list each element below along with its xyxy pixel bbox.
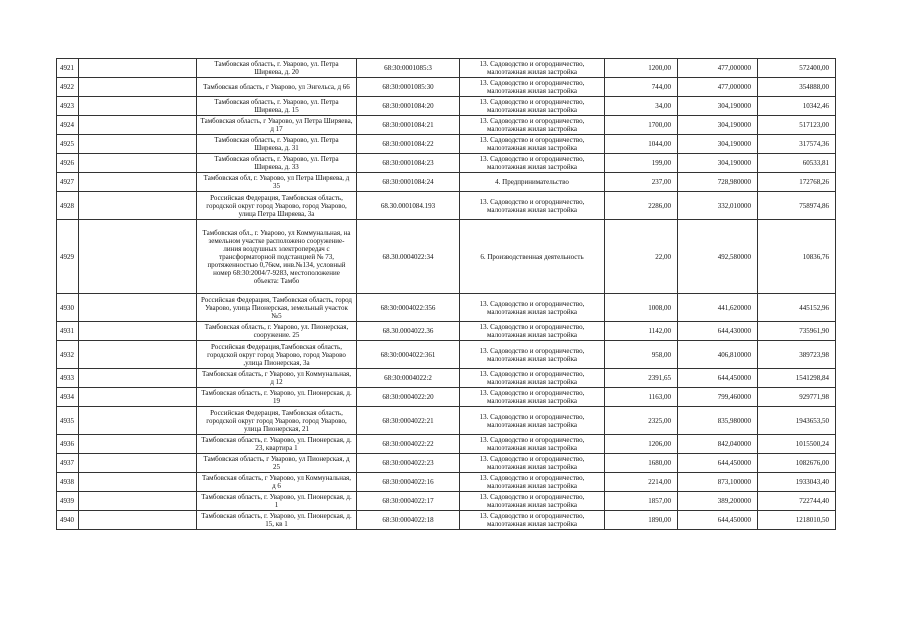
- area-cell: 237,00: [605, 173, 678, 192]
- cadastral-value-cell: 445152,96: [758, 294, 836, 322]
- area-cell: 2214,00: [605, 473, 678, 492]
- cadastral-value-cell: 317574,36: [758, 135, 836, 154]
- table-row: [57, 135, 836, 154]
- table-row: [57, 473, 836, 492]
- rate-cell: 304,190000: [678, 154, 758, 173]
- cadastral-number-cell: 68:30:0004022:20: [357, 388, 460, 407]
- rate-cell: 477,000000: [678, 78, 758, 97]
- empty-cell: [79, 492, 197, 511]
- land-use-cell: 13. Садоводство и огородничество, малоэтажная жилая застройка: [460, 59, 605, 78]
- table-row: [57, 294, 836, 322]
- land-use-cell: 13. Садоводство и огородничество, малоэтажная жилая застройка: [460, 135, 605, 154]
- area-cell: 958,00: [605, 341, 678, 369]
- empty-cell: [79, 97, 197, 116]
- rate-cell: 644,450000: [678, 454, 758, 473]
- land-use-cell: 13. Садоводство и огородничество, малоэтажная жилая застройка: [460, 407, 605, 435]
- table-body: [57, 59, 836, 530]
- cadastral-number-cell: 68.30.0004022.36: [357, 322, 460, 341]
- empty-cell: [79, 435, 197, 454]
- row-number: 4931: [57, 322, 79, 341]
- cadastral-value-cell: 1082676,00: [758, 454, 836, 473]
- empty-cell: [79, 135, 197, 154]
- table-row: [57, 116, 836, 135]
- area-cell: 1206,00: [605, 435, 678, 454]
- land-use-cell: 13. Садоводство и огородничество, малоэтажная жилая застройка: [460, 192, 605, 220]
- area-cell: 2325,00: [605, 407, 678, 435]
- empty-cell: [79, 369, 197, 388]
- area-cell: 1890,00: [605, 511, 678, 530]
- area-cell: 1142,00: [605, 322, 678, 341]
- rate-cell: 332,010000: [678, 192, 758, 220]
- row-number: 4935: [57, 407, 79, 435]
- row-number: 4933: [57, 369, 79, 388]
- table-row: [57, 59, 836, 78]
- area-cell: 199,00: [605, 154, 678, 173]
- rate-cell: 644,450000: [678, 511, 758, 530]
- address-cell: Тамбовская область, г. Уварово, ул. Пионерская, д. 19: [197, 388, 357, 407]
- cadastral-value-cell: 1541298,84: [758, 369, 836, 388]
- cadastral-value-cell: 172768,26: [758, 173, 836, 192]
- rate-cell: 873,100000: [678, 473, 758, 492]
- address-cell: Тамбовская область, г Уварово, ул Энгельса, д 66: [197, 78, 357, 97]
- rate-cell: 304,190000: [678, 97, 758, 116]
- cadastral-value-cell: 1218010,50: [758, 511, 836, 530]
- land-use-cell: 13. Садоводство и огородничество, малоэтажная жилая застройка: [460, 154, 605, 173]
- row-number: 4926: [57, 154, 79, 173]
- rate-cell: 835,980000: [678, 407, 758, 435]
- empty-cell: [79, 116, 197, 135]
- table-row: [57, 369, 836, 388]
- land-parcels-table: [56, 58, 836, 530]
- land-use-cell: 13. Садоводство и огородничество, малоэтажная жилая застройка: [460, 341, 605, 369]
- land-use-cell: 13. Садоводство и огородничество, малоэтажная жилая застройка: [460, 322, 605, 341]
- land-use-cell: 13. Садоводство и огородничество, малоэтажная жилая застройка: [460, 116, 605, 135]
- land-use-cell: 6. Производственная деятельность: [460, 220, 605, 294]
- empty-cell: [79, 473, 197, 492]
- rate-cell: 441,620000: [678, 294, 758, 322]
- cadastral-number-cell: 68:30:0004022:356: [357, 294, 460, 322]
- rate-cell: 406,810000: [678, 341, 758, 369]
- table-row: [57, 97, 836, 116]
- address-cell: Тамбовская область, г. Уварово, ул. Петра Ширяева, д. 20: [197, 59, 357, 78]
- cadastral-number-cell: 68:30:0001084:21: [357, 116, 460, 135]
- cadastral-number-cell: 68:30:0004022:23: [357, 454, 460, 473]
- table-row: [57, 322, 836, 341]
- row-number: 4932: [57, 341, 79, 369]
- cadastral-value-cell: 758974,86: [758, 192, 836, 220]
- cadastral-number-cell: 68:30:0004022:16: [357, 473, 460, 492]
- area-cell: 22,00: [605, 220, 678, 294]
- rate-cell: 842,040000: [678, 435, 758, 454]
- address-cell: Тамбовская область, г Уварово, ул Коммунальная, д 12: [197, 369, 357, 388]
- land-use-cell: 13. Садоводство и огородничество, малоэтажная жилая застройка: [460, 435, 605, 454]
- rate-cell: 304,190000: [678, 116, 758, 135]
- cadastral-value-cell: 929771,98: [758, 388, 836, 407]
- cadastral-number-cell: 68:30:0004022:17: [357, 492, 460, 511]
- row-number: 4934: [57, 388, 79, 407]
- address-cell: Российская Федерация, Тамбовская область, город Уварово, улица Пионерская, земельный участок №5: [197, 294, 357, 322]
- area-cell: 1857,00: [605, 492, 678, 511]
- row-number: 4937: [57, 454, 79, 473]
- table-row: [57, 192, 836, 220]
- land-use-cell: 13. Садоводство и огородничество, малоэтажная жилая застройка: [460, 511, 605, 530]
- empty-cell: [79, 294, 197, 322]
- area-cell: 2286,00: [605, 192, 678, 220]
- row-number: 4939: [57, 492, 79, 511]
- row-number: 4927: [57, 173, 79, 192]
- row-number: 4921: [57, 59, 79, 78]
- row-number: 4929: [57, 220, 79, 294]
- cadastral-number-cell: 68:30:0004022:22: [357, 435, 460, 454]
- row-number: 4928: [57, 192, 79, 220]
- address-cell: Тамбовская область, г. Уварово, ул. Пионерская, д. 23, квартира 1: [197, 435, 357, 454]
- area-cell: 1044,00: [605, 135, 678, 154]
- table-row: [57, 492, 836, 511]
- table-row: [57, 511, 836, 530]
- cadastral-value-cell: 10836,76: [758, 220, 836, 294]
- table-row: [57, 220, 836, 294]
- rate-cell: 644,430000: [678, 322, 758, 341]
- cadastral-number-cell: 68:30:0001084:24: [357, 173, 460, 192]
- rate-cell: 799,460000: [678, 388, 758, 407]
- rate-cell: 389,200000: [678, 492, 758, 511]
- empty-cell: [79, 59, 197, 78]
- empty-cell: [79, 154, 197, 173]
- empty-cell: [79, 192, 197, 220]
- address-cell: Тамбовская обл, г. Уварово, ул Петра Ширяева, д 35: [197, 173, 357, 192]
- cadastral-value-cell: 572400,00: [758, 59, 836, 78]
- table-row: [57, 435, 836, 454]
- cadastral-value-cell: 517123,00: [758, 116, 836, 135]
- area-cell: 34,00: [605, 97, 678, 116]
- address-cell: Российская Федерация, Тамбовская область, городской округ город Уварово, город Уварово, улица Петра Ширяева, 3а: [197, 192, 357, 220]
- empty-cell: [79, 511, 197, 530]
- row-number: 4938: [57, 473, 79, 492]
- row-number: 4924: [57, 116, 79, 135]
- address-cell: Тамбовская область, г Уварово, ул Петра Ширяева, д 17: [197, 116, 357, 135]
- address-cell: Российская Федерация, Тамбовская область, городской округ город Уварово, город Уварово, улица Пионерская, 21: [197, 407, 357, 435]
- cadastral-number-cell: 68:30:0004022:2: [357, 369, 460, 388]
- address-cell: Тамбовская область, г. Уварово, ул. Пионерская, сооружение. 25: [197, 322, 357, 341]
- row-number: 4930: [57, 294, 79, 322]
- cadastral-number-cell: 68.30.0001084.193: [357, 192, 460, 220]
- rate-cell: 477,000000: [678, 59, 758, 78]
- land-use-cell: 13. Садоводство и огородничество, малоэтажная жилая застройка: [460, 388, 605, 407]
- table-row: [57, 407, 836, 435]
- row-number: 4922: [57, 78, 79, 97]
- area-cell: 1163,00: [605, 388, 678, 407]
- empty-cell: [79, 173, 197, 192]
- empty-cell: [79, 220, 197, 294]
- document-sheet: [56, 58, 835, 530]
- address-cell: Тамбовская область, г. Уварово, ул. Петра Ширяева, д. 31: [197, 135, 357, 154]
- land-use-cell: 13. Садоводство и огородничество, малоэтажная жилая застройка: [460, 492, 605, 511]
- rate-cell: 644,450000: [678, 369, 758, 388]
- area-cell: 744,00: [605, 78, 678, 97]
- cadastral-value-cell: 10342,46: [758, 97, 836, 116]
- cadastral-number-cell: 68:30:0004022:18: [357, 511, 460, 530]
- cadastral-value-cell: 735961,90: [758, 322, 836, 341]
- table-row: [57, 341, 836, 369]
- land-use-cell: 13. Садоводство и огородничество, малоэтажная жилая застройка: [460, 454, 605, 473]
- rate-cell: 304,190000: [678, 135, 758, 154]
- cadastral-value-cell: 1943653,50: [758, 407, 836, 435]
- cadastral-value-cell: 1933043,40: [758, 473, 836, 492]
- area-cell: 1680,00: [605, 454, 678, 473]
- rate-cell: 728,980000: [678, 173, 758, 192]
- row-number: 4923: [57, 97, 79, 116]
- cadastral-value-cell: 389723,98: [758, 341, 836, 369]
- area-cell: 1008,00: [605, 294, 678, 322]
- land-use-cell: 13. Садоводство и огородничество, малоэтажная жилая застройка: [460, 473, 605, 492]
- cadastral-value-cell: 60533,81: [758, 154, 836, 173]
- rate-cell: 492,580000: [678, 220, 758, 294]
- table-row: [57, 78, 836, 97]
- empty-cell: [79, 454, 197, 473]
- cadastral-number-cell: 68:30:0001085:30: [357, 78, 460, 97]
- empty-cell: [79, 388, 197, 407]
- empty-cell: [79, 407, 197, 435]
- cadastral-number-cell: 68:30:0004022:21: [357, 407, 460, 435]
- address-cell: Тамбовская область, г Уварово, ул Пионерская, д 25: [197, 454, 357, 473]
- land-use-cell: 13. Садоводство и огородничество, малоэтажная жилая застройка: [460, 78, 605, 97]
- address-cell: Российская Федерация,Тамбовская область, городской округ город Уварово, город Уварово ,улица Пионерская, 3а: [197, 341, 357, 369]
- empty-cell: [79, 78, 197, 97]
- cadastral-number-cell: 68:30:0001085:3: [357, 59, 460, 78]
- area-cell: 1700,00: [605, 116, 678, 135]
- cadastral-number-cell: 68:30:0001084:23: [357, 154, 460, 173]
- land-use-cell: 4. Предпринимательство: [460, 173, 605, 192]
- cadastral-number-cell: 68:30:0004022:361: [357, 341, 460, 369]
- address-cell: Тамбовская обл., г. Уварово, ул Коммунальная, на земельном участке расположено сооружение-линия воздушных электропередач с трансформаторной подстанцией № 73, протяженностью 0,76км, инв.№134, условный номер 68:30:2004/7-9283, местоположение объекта: Тамбо: [197, 220, 357, 294]
- table-row: [57, 454, 836, 473]
- table-row: [57, 154, 836, 173]
- address-cell: Тамбовская область, г Уварово, ул Коммунальная, д 6: [197, 473, 357, 492]
- address-cell: Тамбовская область, г. Уварово, ул. Петра Ширяева, д. 33: [197, 154, 357, 173]
- empty-cell: [79, 322, 197, 341]
- address-cell: Тамбовская область, г. Уварово, ул. Пионерская, д. 15, кв 1: [197, 511, 357, 530]
- row-number: 4936: [57, 435, 79, 454]
- row-number: 4940: [57, 511, 79, 530]
- cadastral-number-cell: 68:30:0001084:22: [357, 135, 460, 154]
- table-row: [57, 173, 836, 192]
- table-row: [57, 388, 836, 407]
- address-cell: Тамбовская область, г. Уварово, ул. Пионерская, д. 1: [197, 492, 357, 511]
- address-cell: Тамбовская область, г. Уварово, ул. Петра Ширяева, д. 15: [197, 97, 357, 116]
- cadastral-number-cell: 68.30.0004022:34: [357, 220, 460, 294]
- cadastral-number-cell: 68:30:0001084:20: [357, 97, 460, 116]
- cadastral-value-cell: 354888,00: [758, 78, 836, 97]
- land-use-cell: 13. Садоводство и огородничество, малоэтажная жилая застройка: [460, 369, 605, 388]
- row-number: 4925: [57, 135, 79, 154]
- area-cell: 2391,65: [605, 369, 678, 388]
- empty-cell: [79, 341, 197, 369]
- area-cell: 1200,00: [605, 59, 678, 78]
- cadastral-value-cell: 1015500,24: [758, 435, 836, 454]
- land-use-cell: 13. Садоводство и огородничество, малоэтажная жилая застройка: [460, 294, 605, 322]
- cadastral-value-cell: 722744,40: [758, 492, 836, 511]
- land-use-cell: 13. Садоводство и огородничество, малоэтажная жилая застройка: [460, 97, 605, 116]
